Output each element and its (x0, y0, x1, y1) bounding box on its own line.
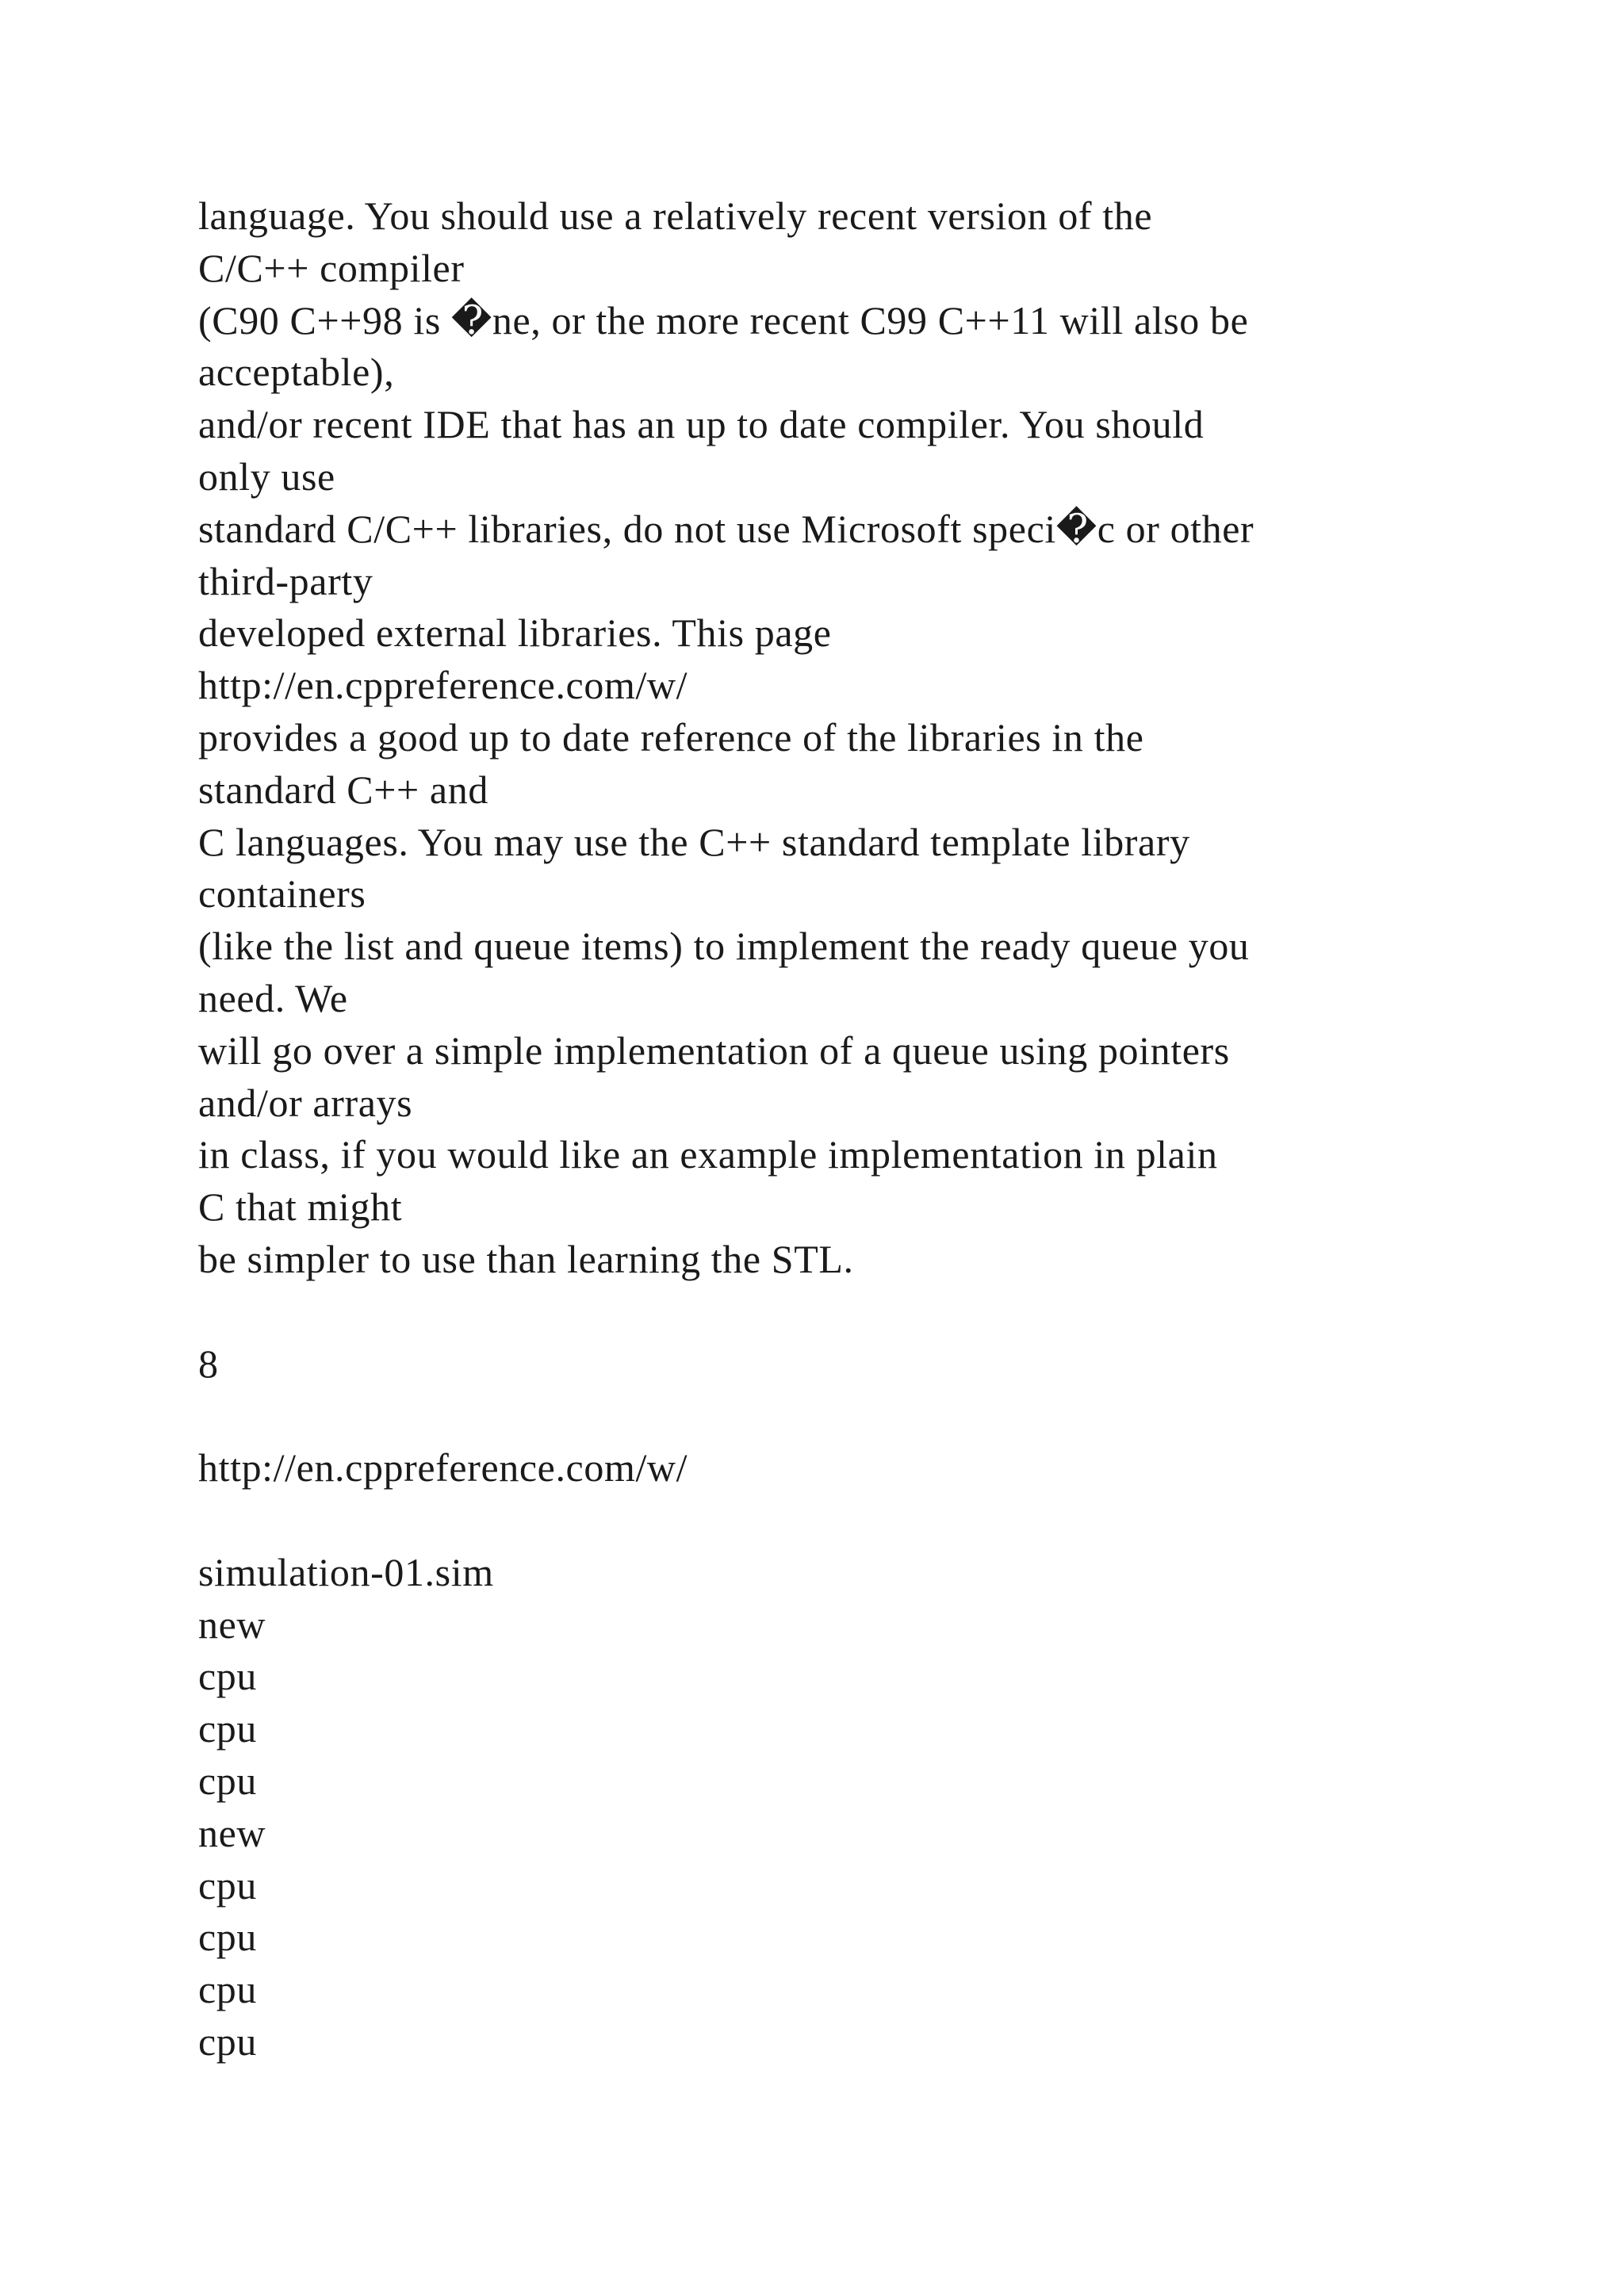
reference-url-line: http://en.cppreference.com/w/ (198, 663, 688, 708)
text-line: and/or recent IDE that has an up to date compiler. You should (198, 402, 1205, 447)
text-line: (C90 C++98 is �ne, or the more recent C99 C++11 will also be (198, 297, 1249, 342)
document-body (198, 190, 1467, 2068)
sim-line: new (198, 1601, 266, 1647)
spacer (198, 1286, 1467, 1338)
text-line: third-party (198, 558, 373, 603)
text-line: will go over a simple implementation of a queue using pointers (198, 1027, 1230, 1073)
sim-line: cpu (198, 1967, 257, 2012)
text-line: and/or arrays (198, 1080, 413, 1125)
sim-line: cpu (198, 2019, 257, 2064)
sim-line: cpu (198, 1654, 257, 1699)
text-line: only use (198, 453, 335, 499)
text-line: C/C++ compiler (198, 245, 465, 290)
text-line: standard C/C++ libraries, do not use Microsoft speci�c or other (198, 506, 1254, 551)
sim-line: cpu (198, 1862, 257, 1908)
simulation-listing (198, 1599, 1467, 2068)
text-line: standard C++ and (198, 767, 488, 812)
text-line: provides a good up to date reference of the libraries in the (198, 714, 1144, 760)
page-number: 8 (198, 1341, 219, 1386)
sim-line: cpu (198, 1915, 257, 1960)
text-line: C languages. You may use the C++ standard template library (198, 819, 1190, 864)
spacer (198, 1390, 1467, 1442)
text-line: need. We (198, 975, 348, 1020)
text-line: be simpler to use than learning the STL. (198, 1236, 854, 1281)
text-line: language. You should use a relatively recent version of the (198, 193, 1153, 238)
text-line: acceptable), (198, 350, 395, 395)
text-line: in class, if you would like an example implementation in plain (198, 1132, 1218, 1177)
body-paragraph (198, 190, 1467, 1286)
file-name: simulation-01.sim (198, 1549, 494, 1594)
sim-line: cpu (198, 1758, 257, 1803)
sim-line: cpu (198, 1706, 257, 1751)
footnote-url: http://en.cppreference.com/w/ (198, 1445, 688, 1490)
text-line: containers (198, 871, 366, 916)
text-line: (like the list and queue items) to implement the ready queue you (198, 924, 1250, 969)
sim-line: new (198, 1810, 266, 1855)
text-line: developed external libraries. This page (198, 610, 832, 656)
text-line: C that might (198, 1184, 403, 1230)
spacer (198, 1494, 1467, 1547)
